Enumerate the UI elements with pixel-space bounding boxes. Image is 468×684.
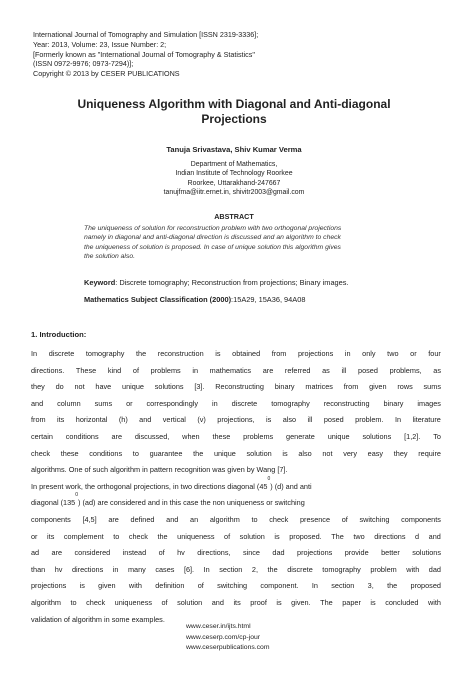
body-line-text: In present work, the orthogonal projections, in two directions diagonal (45 [31, 481, 268, 491]
body-word: check [31, 448, 51, 458]
body-word: 3, [367, 581, 374, 591]
body-word: [3]. [194, 382, 205, 392]
body-word: four [428, 349, 441, 358]
body-word: hv [54, 564, 63, 574]
body-word: unique [327, 431, 350, 441]
body-word: are [108, 514, 119, 524]
body-word: referred [284, 365, 311, 375]
body-word: In [31, 349, 38, 358]
body-word: of [158, 548, 165, 558]
body-word: discrete [48, 349, 75, 358]
body-word: problems [243, 431, 274, 441]
footer-links [186, 622, 269, 654]
body-word: Reconstructing [215, 382, 264, 392]
body-word: rows [397, 382, 413, 392]
abstract-line: namely in diagonal and anti-diagonal direction is discussed and an algorithm to check [84, 234, 341, 242]
body-word: section [331, 581, 355, 591]
body-word: when [182, 431, 200, 441]
body-word: or [410, 349, 417, 358]
body-line [31, 379, 441, 396]
body-word: given. [291, 597, 311, 607]
body-word: projections [31, 581, 67, 591]
body-word: tomography [85, 349, 125, 358]
body-word: In [311, 581, 318, 591]
body-word: horizontal [75, 415, 108, 425]
journal-header [33, 30, 433, 79]
body-word: binary [383, 398, 404, 408]
body-word: instead [122, 548, 147, 558]
header-line: International Journal of Tomography and Simulation [ISSN 2319-3336]; [33, 30, 259, 39]
body-word: guarantee [149, 448, 183, 458]
body-word: reconstruction [157, 349, 204, 358]
body-word: sums [423, 382, 441, 392]
body-word: defined [130, 514, 155, 524]
body-word: very [343, 448, 357, 458]
body-word: (v) [197, 415, 206, 425]
body-word: its [233, 597, 241, 607]
body-word: as [433, 365, 441, 375]
authors: Tanuja Srivastava, Shiv Kumar Verma [166, 145, 302, 154]
body-word: solutions [412, 548, 441, 558]
body-word: they [393, 448, 408, 458]
body-word: in [212, 398, 218, 408]
body-word: mathematics [209, 365, 252, 375]
body-word: with [406, 564, 420, 574]
body-word: posed [323, 415, 344, 425]
body-word: and [31, 398, 44, 408]
body-word: its [57, 415, 65, 425]
body-line [31, 363, 441, 380]
body-word: and [139, 415, 152, 425]
body-word: In [203, 564, 210, 574]
affiliation-line: Roorkee, Uttarakhand-247667 [187, 179, 281, 187]
footer-link[interactable]: www.ceserpublications.com [186, 644, 270, 652]
body-word: directions [71, 564, 104, 574]
body-line [31, 595, 441, 612]
body-line-text: validation of algorithm in some examples. [31, 614, 165, 624]
body-word: also [298, 448, 312, 458]
body-word: than [31, 564, 46, 574]
body-line [31, 346, 441, 363]
body-word: with [128, 581, 142, 591]
section-heading: 1. Introduction: [31, 330, 87, 339]
msc-text: :15A29, 15A36, 94A08 [231, 295, 306, 304]
body-word: in [192, 365, 199, 375]
body-word: problems, [389, 365, 422, 375]
body-word: solution [239, 531, 265, 541]
body-line [31, 429, 441, 446]
section-body [31, 346, 441, 628]
affiliation-emails: tanujfma@iitr.ernet.in, shivitr2003@gmail.com [163, 188, 305, 196]
body-word: and [166, 514, 179, 524]
body-word: many [127, 564, 146, 574]
body-word: since [242, 548, 260, 558]
body-word: in [112, 564, 119, 574]
body-word: To [433, 431, 441, 441]
body-word: kind [107, 365, 122, 375]
body-word: tomography [322, 564, 361, 574]
body-word: ill [307, 415, 313, 425]
body-word: is [274, 531, 280, 541]
header-line: [Formerly known as "International Journal of Tomography & Statistics" [33, 49, 255, 59]
header-line: (ISSN 0972-9976; 0973-7294)]; [33, 59, 134, 69]
body-word: or [31, 531, 38, 541]
body-word: unique [122, 382, 144, 392]
body-line-text: ) (ad) are considered and in this case the non uniqueness or switching [78, 498, 305, 508]
body-word: to [113, 531, 120, 541]
body-word: components [401, 514, 441, 524]
body-word: dad [272, 548, 285, 558]
body-word: to [70, 597, 77, 607]
body-word: These [75, 365, 97, 375]
body-word: proof [250, 597, 267, 607]
body-word: from [271, 349, 287, 358]
body-word: uniqueness [114, 597, 152, 607]
body-word: solution [177, 597, 203, 607]
header-line: Copyright © 2013 by CESER PUBLICATIONS [33, 69, 180, 79]
body-word: unique [213, 448, 236, 458]
body-word: uniqueness [177, 531, 215, 541]
body-word: conditions [89, 448, 123, 458]
body-word: d [415, 531, 420, 541]
body-word: proposed. [289, 531, 322, 541]
body-word: better [381, 548, 400, 558]
body-line [31, 562, 441, 579]
body-word: the [157, 531, 168, 541]
abstract-line: the uniqueness of solution is proposed. In case of unique solution this algorithm gives [84, 243, 341, 251]
body-word: the [193, 448, 204, 458]
abstract-line: the solution also. [84, 252, 136, 260]
body-word: paper [342, 597, 361, 607]
body-word: switching [217, 581, 248, 591]
body-word: is [370, 597, 376, 607]
body-word: not [74, 382, 85, 392]
body-line-text: algorithms. One of such algorithm in pattern recognition was given by Wang [7]. [31, 465, 288, 475]
body-word: require [418, 448, 441, 458]
body-word: solutions [362, 431, 392, 441]
body-word: [1,2]. [404, 431, 421, 441]
body-line [31, 578, 441, 595]
body-word: discrete [287, 564, 313, 574]
body-line [31, 412, 441, 429]
body-word: of [132, 365, 139, 375]
body-word: are [51, 548, 63, 558]
body-word: and [211, 597, 224, 607]
body-word: of [341, 514, 348, 524]
body-word: component. [260, 581, 299, 591]
body-word: literature [412, 415, 441, 425]
body-line [31, 529, 441, 546]
superscript: 0 [267, 475, 271, 482]
body-word: do [55, 382, 64, 392]
body-word: have [95, 382, 112, 392]
title-line-2: Projections [201, 112, 267, 126]
body-word: from [343, 382, 359, 392]
body-line [31, 396, 441, 413]
body-word: is [266, 415, 272, 425]
body-word: sums [94, 398, 113, 408]
body-word: directions, [197, 548, 231, 558]
body-word: obtained [232, 349, 261, 358]
abstract-line: The uniqueness of solution for reconstruction problem with two orthogonal projections [84, 225, 342, 232]
body-word: discrete [231, 398, 258, 408]
header-line: Year: 2013, Volume: 23, Issue Number: 2; [33, 39, 167, 49]
affiliation-line: Department of Mathematics, [190, 161, 278, 168]
body-word: is [282, 448, 288, 458]
keywords [84, 278, 424, 287]
body-word: components [31, 514, 71, 524]
body-word: certain [31, 431, 53, 441]
body-line [31, 475, 441, 496]
body-word: also [282, 415, 297, 425]
body-word: from [31, 415, 46, 425]
footer-link[interactable]: www.ceser.in/ijts.html [186, 623, 251, 630]
subject-classification [84, 295, 424, 304]
body-word: tomography [271, 398, 310, 408]
body-word: (h) [118, 415, 128, 425]
body-word: generate [286, 431, 315, 441]
body-word: are [262, 365, 274, 375]
body-word: matrices [305, 382, 333, 392]
body-word: [6]. [183, 564, 195, 574]
footer-link[interactable]: www.ceserp.com/cp-jour [186, 633, 261, 641]
body-word: [4,5] [82, 514, 97, 524]
body-word: to [132, 448, 139, 458]
body-word: hv [177, 548, 185, 558]
paper-title [40, 97, 428, 127]
body-word: 2, [251, 564, 258, 574]
body-word: reconstructing [323, 398, 370, 408]
body-word: in [344, 349, 351, 358]
body-word: problem. [355, 415, 384, 425]
body-word: easy [367, 448, 384, 458]
body-word: check [86, 597, 106, 607]
superscript: 0 [75, 492, 79, 499]
body-word: conditions [65, 431, 99, 441]
body-line [31, 446, 441, 463]
body-word: is [79, 581, 85, 591]
body-line [31, 492, 441, 512]
keywords-text: : Discrete tomography; Reconstruction from projections; Binary images. [115, 278, 349, 287]
body-word: given [98, 581, 116, 591]
body-word: The [320, 597, 333, 607]
body-word: two [353, 531, 365, 541]
body-line-text: ) (d) and anti [270, 481, 312, 491]
body-word: is [276, 597, 282, 607]
body-word: ad [31, 548, 40, 558]
keywords-label: Keyword [84, 278, 116, 287]
msc-label: Mathematics Subject Classification (2000) [84, 295, 232, 304]
body-word: given [369, 382, 387, 392]
body-word: directions. [31, 365, 65, 375]
body-word: these [60, 448, 79, 458]
title-line-1: Uniqueness Algorithm with Diagonal and Anti-diagonal [77, 97, 391, 111]
body-line [31, 545, 441, 562]
body-word: projections [297, 349, 334, 358]
body-word: solutions [154, 382, 184, 392]
body-word: The [331, 531, 344, 541]
body-word: the [387, 581, 398, 591]
body-word: the [136, 349, 147, 358]
body-word: In [394, 415, 402, 425]
body-word: of [161, 597, 168, 607]
body-word: of [197, 581, 204, 591]
body-word: solution [246, 448, 272, 458]
body-word: section [219, 564, 243, 574]
body-word: is [215, 349, 221, 358]
body-word: cases [155, 564, 175, 574]
affiliation-line: Indian Institute of Technology Roorkee [175, 170, 293, 178]
body-word: an [190, 514, 199, 524]
body-word: these [212, 431, 231, 441]
body-line [31, 512, 441, 529]
body-word: with [427, 597, 441, 607]
body-word: two [387, 349, 399, 358]
body-word: only [362, 349, 376, 358]
body-word: algorithm [209, 514, 240, 524]
body-word: projections [297, 548, 333, 558]
body-word: discussed, [134, 431, 170, 441]
body-word: binary [274, 382, 295, 392]
body-word: check [269, 514, 289, 524]
body-word: problems [150, 365, 181, 375]
body-word: not [322, 448, 333, 458]
body-word: complement [63, 531, 104, 541]
body-word: column [57, 398, 81, 408]
body-word: presence [300, 514, 331, 524]
body-word: switching [359, 514, 390, 524]
body-word: directions [374, 531, 406, 541]
body-word: proposed [410, 581, 441, 591]
body-word: dad [428, 564, 441, 574]
body-word: algorithm [31, 597, 62, 607]
body-word: to [251, 514, 258, 524]
affiliation [0, 160, 468, 197]
body-line [31, 462, 441, 479]
body-word: or [126, 398, 133, 408]
body-word: provide [344, 548, 369, 558]
body-line-text: diagonal (135 [31, 498, 76, 508]
body-word: as [322, 365, 330, 375]
body-word: vertical [162, 415, 186, 425]
body-word: problem [370, 564, 397, 574]
body-word: ill [341, 365, 347, 375]
body-word: posed [358, 365, 378, 375]
body-word: of [224, 531, 231, 541]
body-word: definition [155, 581, 185, 591]
body-word: they [31, 382, 45, 392]
body-word: images [417, 398, 441, 408]
abstract-heading: ABSTRACT [214, 212, 254, 221]
body-word: check [128, 531, 148, 541]
body-word: projections, [217, 415, 255, 425]
body-word: are [111, 431, 122, 441]
body-word: its [47, 531, 55, 541]
body-word: and [428, 531, 441, 541]
body-word: concluded [385, 597, 419, 607]
body-word: considered [74, 548, 111, 558]
abstract-body [84, 224, 388, 261]
body-word: correspondingly [146, 398, 199, 408]
body-word: the [267, 564, 278, 574]
